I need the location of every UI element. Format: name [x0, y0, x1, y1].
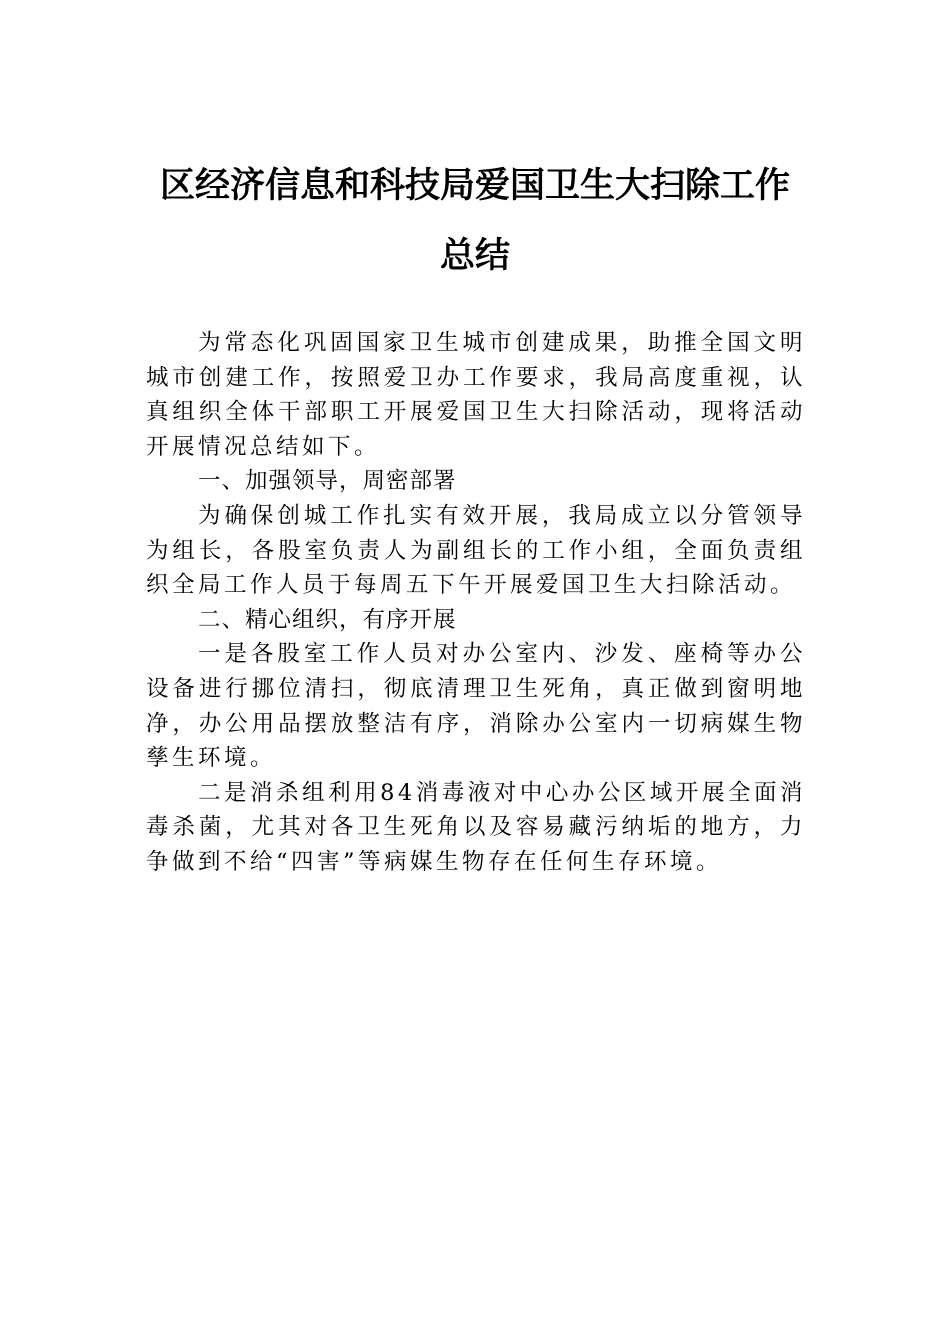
section-2-paragraph-1: 一是各股室工作人员对办公室内、沙发、座椅等办公设备进行挪位清扫，彻底清理卫生死角，真正做到窗明地净，办公用品摆放整洁有序，消除办公室内一切病媒生物孳生环境。 — [146, 641, 806, 772]
document-title-line-1: 区经济信息和科技局爱国卫生大扫除工作 — [159, 165, 790, 206]
section-2-heading: 二、精心组织，有序开展 — [198, 606, 457, 633]
section-1-heading: 一、加强领导，周密部署 — [198, 468, 457, 495]
document-title-line-2: 总结 — [439, 235, 510, 276]
section-2-paragraph-2: 二是消杀组利用84消毒液对中心办公区域开展全面消毒杀菌，尤其对各卫生死角以及容易藏污纳垢的地方，力争做到不给“四害”等病媒生物存在任何生存环境。 — [146, 779, 806, 875]
document-body — [146, 326, 806, 880]
section-1-paragraph: 为确保创城工作扎实有效开展，我局成立以分管领导为组长，各股室负责人为副组长的工作小组，全面负责组织全局工作人员于每周五下午开展爱国卫生大扫除活动。 — [146, 502, 806, 599]
intro-paragraph: 为常态化巩固国家卫生城市创建成果，助推全国文明城市创建工作，按照爱卫办工作要求，我局高度重视，认真组织全体干部职工开展爱国卫生大扫除活动，现将活动开展情况总结如下。 — [146, 330, 806, 460]
